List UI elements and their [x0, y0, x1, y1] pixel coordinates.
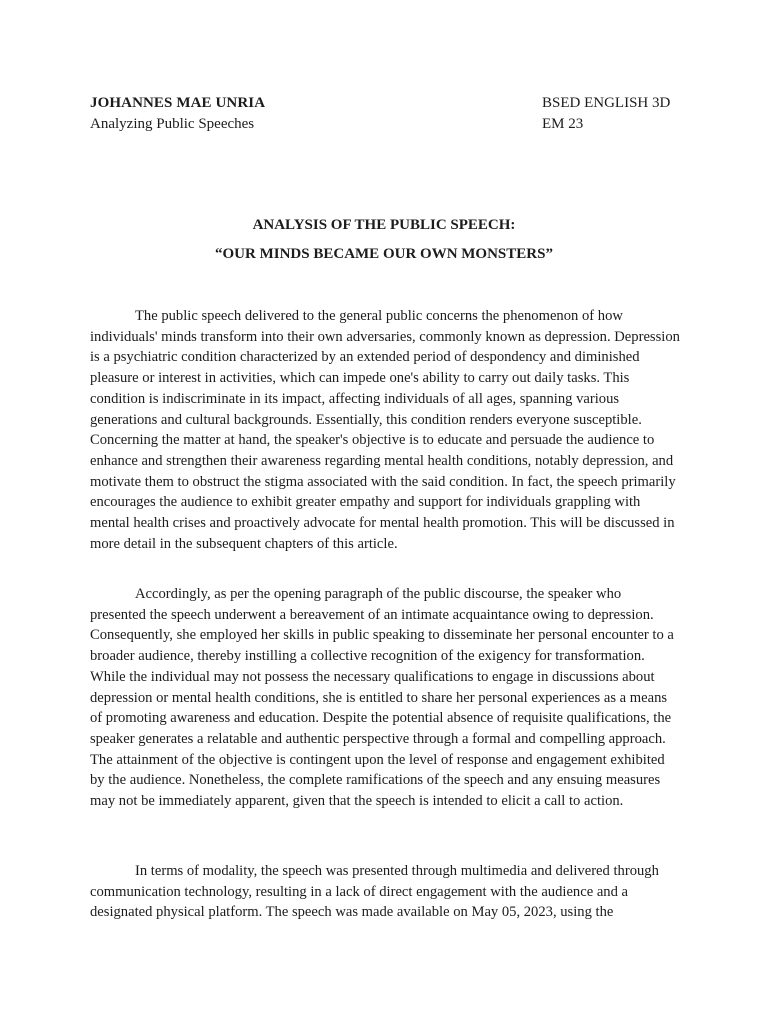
header-left — [90, 93, 265, 135]
paragraph-1 — [90, 306, 680, 554]
author-name: JOHANNES MAE UNRIA — [90, 95, 266, 111]
course-title: Analyzing Public Speeches — [90, 116, 255, 132]
paragraph-1-text: The public speech delivered to the general public concerns the phenomenon of how individuals' minds transform into their own adversaries, commonly known as depression. Depression is a psychiatric condition characterized by an extended period of despondency and diminished pleasure or interest in activities, which can impede one's ability to carry out daily tasks. This condition is indiscriminate in its impact, affecting individuals of all ages, spanning various generations and cultural backgrounds. Essentially, this condition renders everyone susceptible. Concerning the matter at hand, the speaker's objective is to educate and persuade the audience to enhance and strengthen their awareness regarding mental health conditions, notably depression, and motivate them to obstruct the stigma associated with the said condition. In fact, the speech primarily encourages the audience to exhibit greater empathy and support for individuals grappling with mental health crises and proactively advocate for mental health promotion. This will be discussed in more detail in the subsequent chapters of this article. — [90, 308, 680, 552]
program-label: BSED ENGLISH 3D — [542, 95, 671, 111]
paragraph-3-text: In terms of modality, the speech was presented through multimedia and delivered through communication technology, resulting in a lack of direct engagement with the audience and a designated physical platform. The speech was made available on May 05, 2023, using the — [90, 863, 659, 921]
title-line-2: “OUR MINDS BECAME OUR OWN MONSTERS” — [215, 246, 553, 262]
paragraph-2-text: Accordingly, as per the opening paragraph of the public discourse, the speaker who presented the speech underwent a bereavement of an intimate acquaintance owing to depression. Consequently, she employed her skills in public speaking to disseminate her personal encounter to a broader audience, thereby instilling a collective recognition of the exigency for transformation. While the individual may not possess the necessary qualifications to engage in discussions about depression or mental health conditions, she is entitled to share her personal experiences as a means of promoting awareness and education. Despite the potential absence of requisite qualifications, the speaker generates a relatable and authentic perspective through a formal and compelling approach. The attainment of the objective is contingent upon the level of response and engagement exhibited by the audience. Nonetheless, the complete ramifications of the speech and any ensuing measures may not be immediately apparent, given that the speech is intended to elicit a call to action. — [90, 586, 674, 810]
paragraph-3 — [90, 861, 680, 923]
paragraph-2 — [90, 584, 680, 812]
title-line-1: ANALYSIS OF THE PUBLIC SPEECH: — [252, 217, 516, 233]
header-right — [542, 93, 670, 135]
document-title — [0, 211, 768, 269]
section-label: EM 23 — [542, 116, 584, 132]
